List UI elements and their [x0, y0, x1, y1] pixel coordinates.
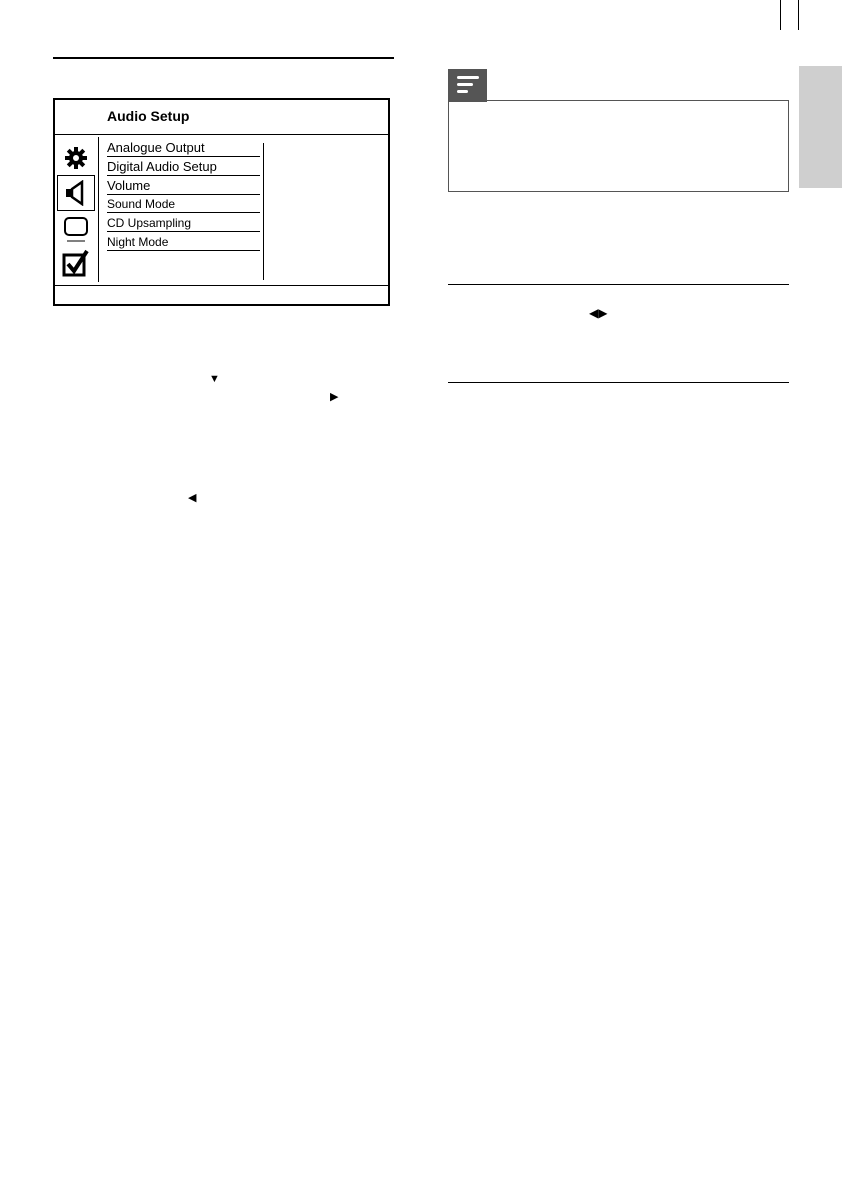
menu-item-cd-upsampling[interactable]: CD Upsampling: [107, 217, 260, 232]
audio-setup-menu: [53, 98, 390, 306]
note-lines-icon: [448, 69, 487, 102]
menu-item-volume[interactable]: Volume: [107, 179, 260, 195]
menu-title: Audio Setup: [107, 108, 190, 124]
value-column-divider: [263, 143, 264, 280]
menu-item-sound-mode[interactable]: Sound Mode: [107, 198, 260, 213]
section-rule-bottom: [448, 382, 789, 383]
right-arrow-icon: ▶: [330, 391, 339, 403]
gear-icon[interactable]: [61, 145, 91, 171]
checkbox-icon[interactable]: [61, 248, 91, 278]
speaker-icon[interactable]: [57, 175, 95, 211]
section-rule-top: [53, 57, 394, 59]
down-arrow-icon: ▼: [209, 373, 220, 385]
screen-icon[interactable]: [61, 216, 91, 244]
crop-mark-right: [798, 0, 799, 30]
left-right-arrows-icon: ◀▶: [589, 306, 608, 320]
section-rule-middle: [448, 284, 789, 285]
menu-footer-divider: [55, 285, 388, 286]
crop-mark-left: [780, 0, 781, 30]
language-side-tab: [799, 66, 842, 188]
menu-header-divider: [55, 134, 388, 135]
menu-item-analogue-output[interactable]: Analogue Output: [107, 141, 260, 157]
left-arrow-icon: ◀: [188, 492, 197, 504]
menu-item-night-mode[interactable]: Night Mode: [107, 236, 260, 251]
icon-column-divider: [98, 137, 99, 282]
note-box: [448, 100, 789, 192]
menu-item-digital-audio-setup[interactable]: Digital Audio Setup: [107, 160, 260, 176]
